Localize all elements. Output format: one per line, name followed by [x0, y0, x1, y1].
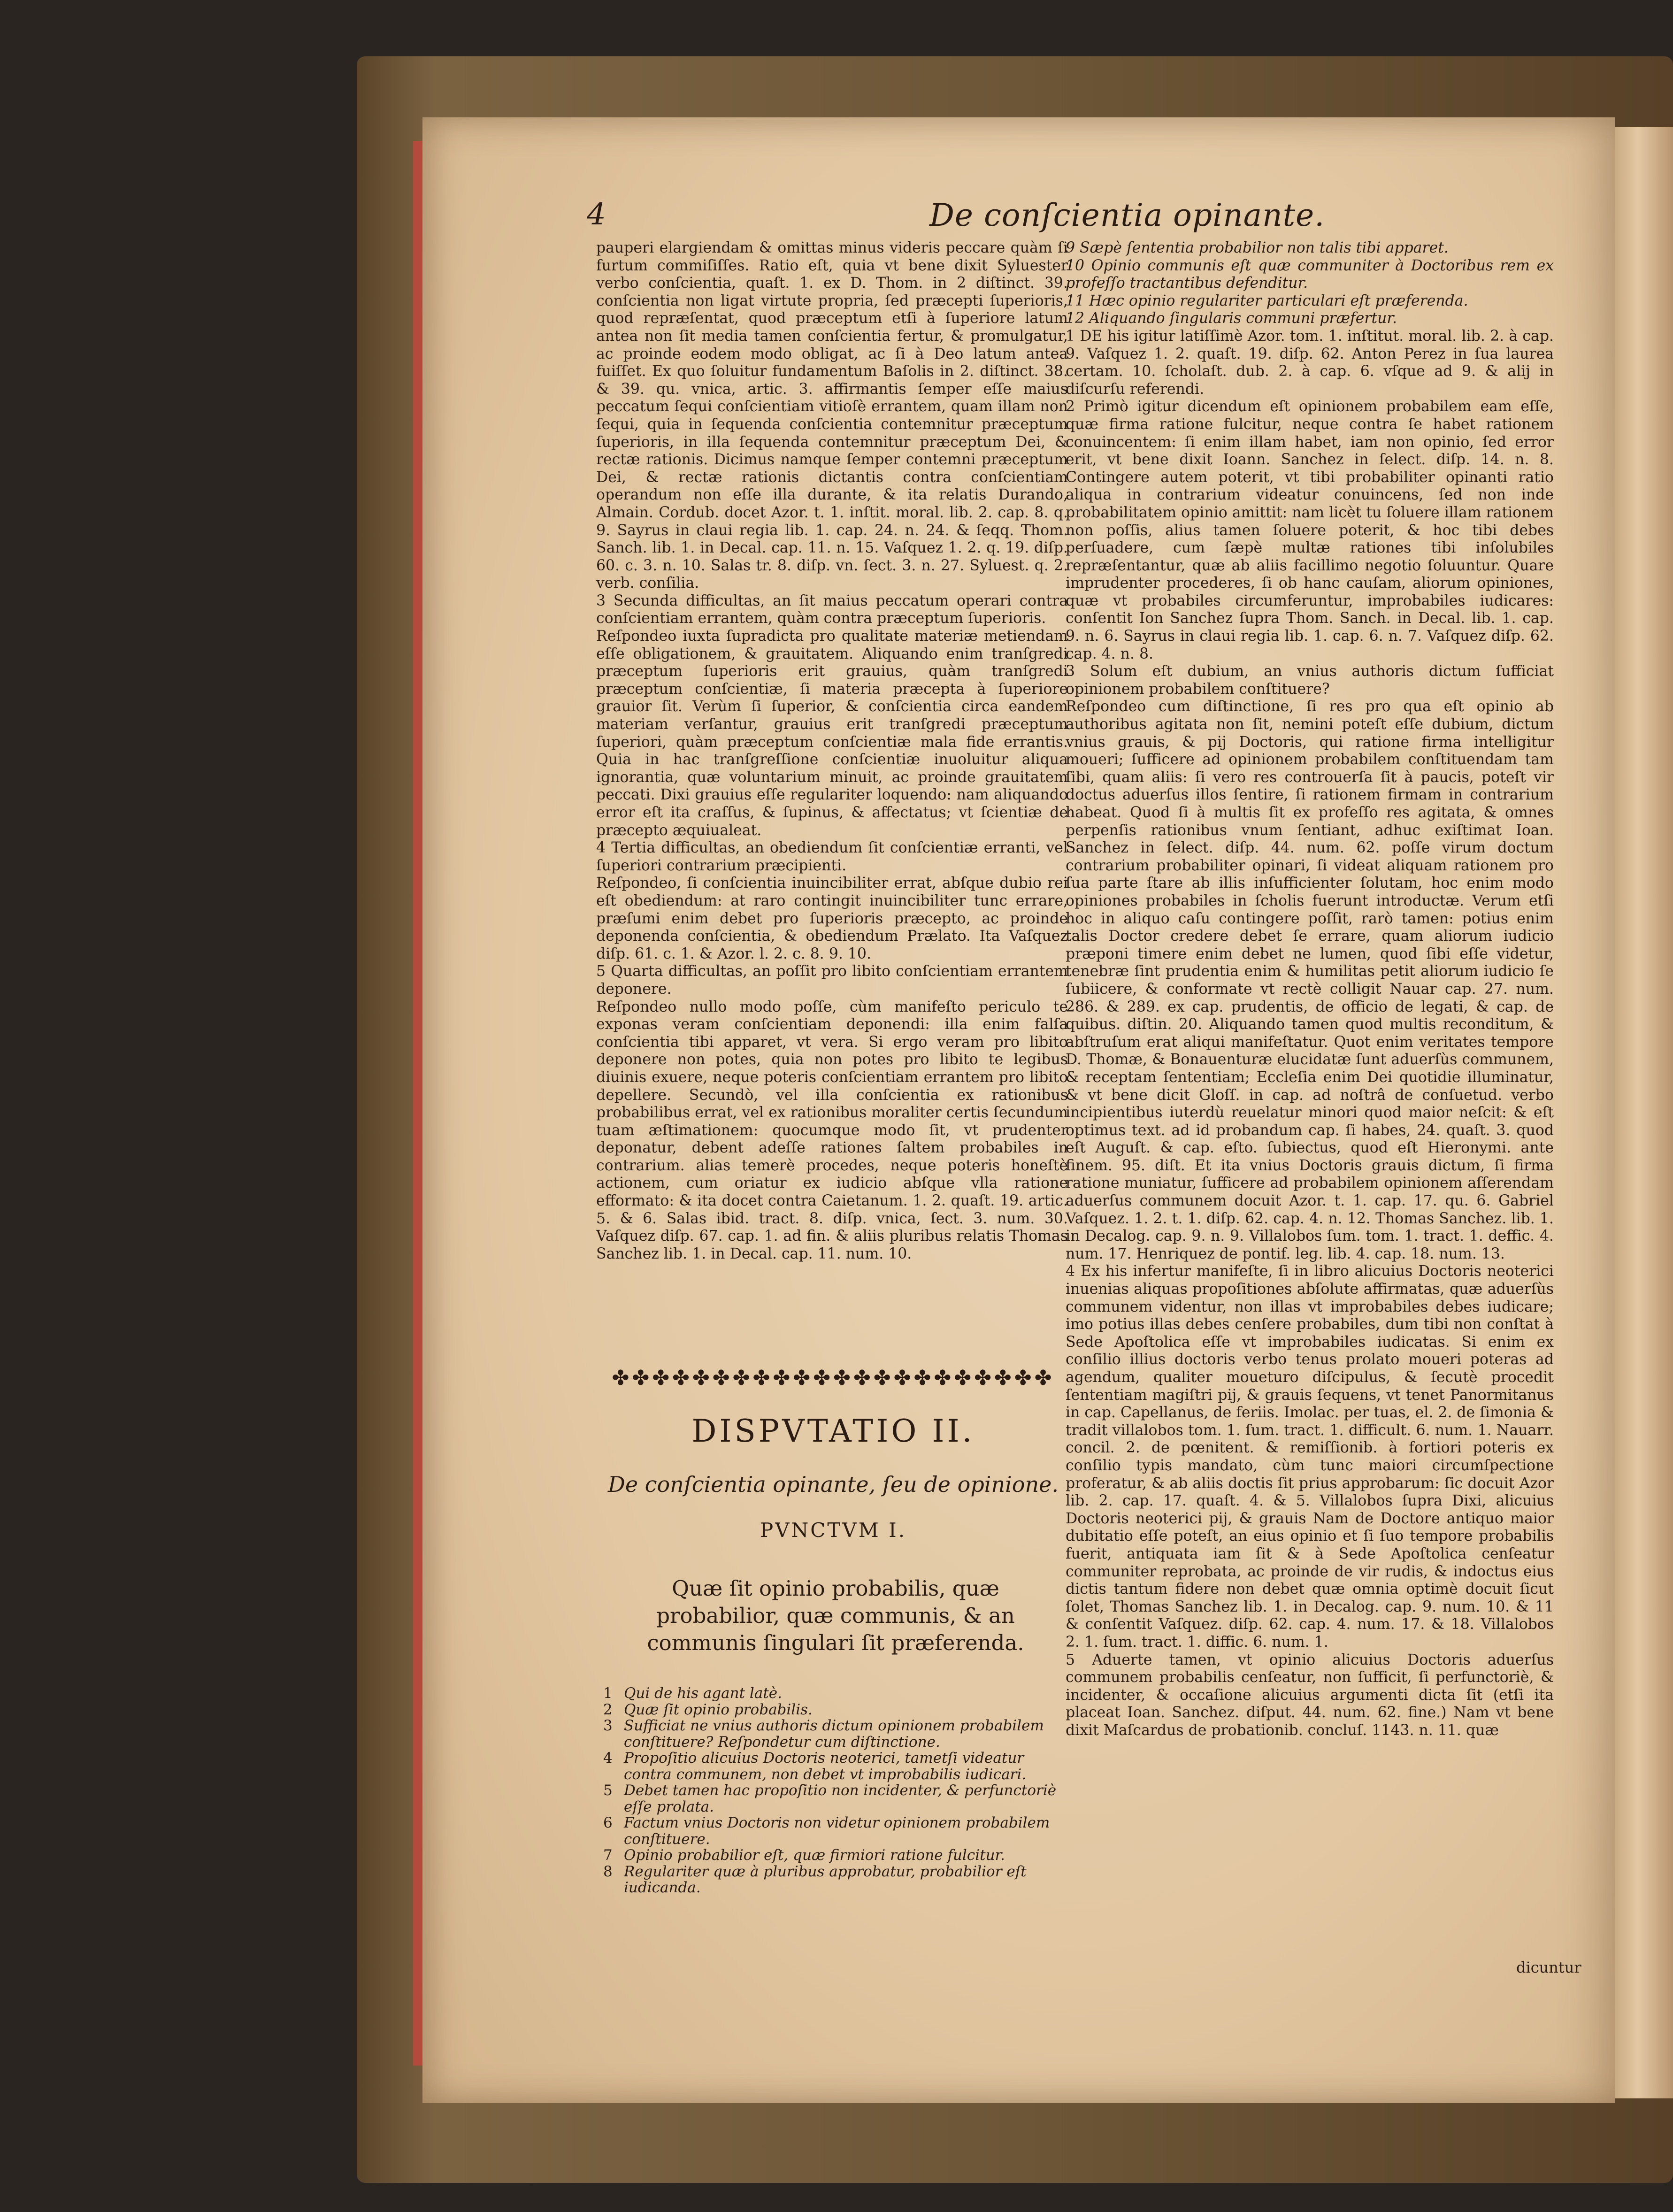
right-column-text — [1066, 239, 1554, 1972]
paragraph: 3 Secunda difficultas, an ſit maius peccatum operari contra conſcientiam errantem, quàm contra præceptum ſuperioris. — [596, 592, 1068, 627]
paragraph: Reſpondeo nullo modo poſſe, cùm manifeſto periculo te exponas veram conſcientiam deponendi: illa enim falſa conſcientia tibi apparet, vt vera. Si ergo veram pro libito deponere non potes, quia non potes pro libito te legibus diuinis exuere, neque poteris conſcientiam errantem pro libito depellere. Secundò, vel illa conſcientia ex rationibus probabilibus errat, vel ex rationibus moraliter certis ſecundum tuam æſtimationem: quocumque modo ſit, vt prudenter deponatur, debent adeſſe rationes ſaltem probabiles in contrarium. alias temerè procedes, neque poteris honeſtè actionem, cum oriatur ex iudicio abſque vlla ratione efformato: & ita docet contra Caietanum. 1. 2. quaſt. 19. artic. 5. & 6. Salas ibid. tract. 8. diſp. vnica, ſect. 3. num. 30. Vaſquez diſp. 67. cap. 1. ad fin. & aliis pluribus relatis Thomas Sanchez lib. 1. in Decal. cap. 11. num. 10. — [596, 998, 1068, 1262]
paragraph: 4 Ex his infertur manifeſte, ſi in libro alicuius Doctoris neoterici inuenias aliquas propoſitiones abſolute affirmatas, quæ aduerſùs communem videntur, non illas vt improbabiles debes iudicare; imo potius illas debes cenſere probabiles, dum tibi non conſtat à Sede Apoſtolica eſſe vt improbabiles iudicatas. Si enim ex conſilio illius doctoris verbo tenus prolato moueri poteras ad agendum, qualiter moueturo diſcipulus, & ſecutè procedit ſententiam magiſtri pij, & grauis ſequens, vt tenet Panormitanus in cap. Capellanus, de feriis. Imolac. per tuas, el. 2. de ſimonia & tradit villalobos tom. 1. ſum. tract. 1. difficult. 6. num. 1. Nauarr. concil. 2. de pœnitent. & remiſſionib. à fortiori poteris ex conſilio typis mandato, cùm tunc maiori circumſpectione proferatur, & ab aliis doctis ſit prius approbarum: ſic docuit Azor lib. 2. cap. 17. quaſt. 4. & 5. Villalobos ſupra Dixi, alicuius Doctoris neoterici pij, & grauis Nam de Doctore antiquo maior dubitatio eſſe poteſt, an eius opinio et ſi ſuo tempore probabilis fuerit, antiquata iam ſit & à Sede Apoſtolica cenſeatur communiter reprobata, ac proinde de vir rudis, & indoctus eius dictis tantum fidere non debet quæ omnia optimè docuit ſicut ſolet, Thomas Sanchez lib. 1. in Decalog. cap. 9. num. 10. & 11 & conſentit Vaſquez. diſp. 62. cap. 4. num. 17. & 18. Villalobos 2. 1. ſum. tract. 1. diffic. 6. num. 1. — [1066, 1263, 1554, 1651]
disputation-title: DISPVTATIO II. — [691, 1413, 975, 1449]
summary-text: Opinio probabilior eſt, quæ firmiori ratione fulcitur. — [624, 1847, 1005, 1864]
question-heading: Quæ ſit opinio probabilis, quæ probabilior, quæ communis, & an communis ſingulari ſit præferenda. — [647, 1576, 1024, 1655]
summary-text: Quæ ſit opinio probabilis. — [624, 1701, 813, 1718]
facing-page-edge — [1615, 127, 1673, 2098]
summary-continued: 9 Sæpè ſententia probabilior non talis tibi apparet. — [1066, 239, 1449, 256]
summary-item — [603, 1782, 1068, 1815]
summary-item — [603, 1718, 1068, 1750]
summary-item — [603, 1685, 1068, 1702]
summary-number: 3 — [603, 1717, 613, 1734]
summary-number: 2 — [603, 1701, 613, 1718]
paragraph: 5 Quarta difficultas, an poſſit pro libito conſcientiam errantem deponere. — [596, 963, 1068, 998]
paragraph: 4 Tertia difficultas, an obediendum ſit conſcientiæ erranti, vel ſuperiori contrarium præcipienti. — [596, 839, 1068, 874]
paragraph: pauperi elargiendam & omittas minus videris peccare quàm ſi furtum commiſiſſes. Ratio eſt, quia vt bene dixit Syluester verbo conſcientia, quaſt. 1. ex D. Thom. in 2 diſtinct. 39. conſcientia non ligat virtute propria, ſed præcepti ſuperioris, quod repræſentat, quod præceptum etſi à ſuperiore latum antea non ſit media tamen conſcientia fertur, & promulgatur, ac proinde eodem modo obligat, ac ſi à Deo latum antea fuiſſet. Ex quo ſoluitur fundamentum Baſolis in 2. diſtinct. 38. & 39. qu. vnica, artic. 3. affirmantis ſemper eſſe maius peccatum ſequi conſcientiam vitioſè errantem, quam illam non ſequi, quia in ſequenda conſcientia contemnitur præceptum ſuperioris, in illa ſequenda contemnitur præceptum Dei, & rectæ rationis. Dicimus namque ſemper contemni præceptum Dei, & rectæ rationis dictantis contra conſcientiam operandum non eſſe illa durante, & ita relatis Durando, Almain. Cordub. docet Azor. t. 1. inſtit. moral. lib. 2. cap. 8. q. 9. Sayrus in claui regia lib. 1. cap. 24. n. 24. & ſeqq. Thom. Sanch. lib. 1. in Decal. cap. 11. n. 15. Vaſquez 1. 2. q. 19. diſp. 60. c. 3. n. 10. Salas tr. 8. diſp. vn. ſect. 3. n. 27. Syluest. q. 2. verb. conſilia. — [596, 239, 1068, 592]
summary-number: 1 — [603, 1685, 613, 1702]
punctum-heading: PVNCTVM I. — [760, 1519, 907, 1542]
summary-number: 6 — [603, 1814, 613, 1831]
summary-continued: 12 Aliquando ſingularis communi præfertur. — [1066, 310, 1397, 327]
summary-text: Sufficiat ne vnius authoris dictum opinionem probabilem conſtituere? Reſpondetur cum diſtinctione. — [624, 1717, 1044, 1751]
summary-number: 8 — [603, 1863, 613, 1880]
left-column-text — [596, 239, 1068, 1357]
summary-item — [603, 1702, 1068, 1718]
summary-continued: 10 Opinio communis eſt quæ communiter à Doctoribus rem ex profeſſo tractantibus defenditur. — [1066, 257, 1554, 292]
running-head: De conſcientia opinante. — [929, 197, 1325, 233]
catchword: dicuntur — [1516, 1959, 1581, 1976]
summary-text: Debet tamen hac propoſitio non incidenter, & perfunctoriè eſſe prolata. — [624, 1782, 1057, 1815]
summary-item — [603, 1750, 1068, 1782]
summary-item — [603, 1864, 1068, 1896]
ornament-band: ✤✤✤✤✤✤✤✤✤✤✤✤✤✤✤✤✤✤✤✤✤✤ — [612, 1366, 1055, 1390]
summary-text: Factum vnius Doctoris non videtur opinionem probabilem conſtituere. — [624, 1814, 1050, 1848]
disputation-subtitle: De conſcientia opinante, ſeu de opinione. — [607, 1472, 1059, 1497]
summary-continued: 11 Hæc opinio regulariter particulari eſt præferenda. — [1066, 292, 1468, 309]
paragraph: Reſpondeo iuxta ſupradicta pro qualitate materiæ metiendam eſſe obligationem, & grauitatem. Aliquando enim tranſgredi præceptum ſuperioris erit grauius, quàm tranſgredi præceptum conſcientiæ, ſi materia præcepta à ſuperiore grauior ſit. Verùm ſi ſuperior, & conſcientia circa eandem materiam verſantur, grauius erit tranſgredi præceptum ſuperiori, quàm præceptum conſcientiæ mala fide errantis. Quia in hac tranſgreſſione conſcientiæ inuoluitur aliqua ignorantia, quæ voluntarium minuit, ac proinde grauitatem peccati. Dixi grauius eſſe regulariter loquendo: nam aliquando error eſt ita craſſus, & ſupinus, & affectatus; vt ſcientiæ de præcepto æquiualeat. — [596, 628, 1068, 839]
summary-list — [603, 1685, 1068, 1896]
page-number: 4 — [587, 197, 606, 232]
summary-number: 7 — [603, 1847, 613, 1864]
paragraph: 5 Aduerte tamen, vt opinio alicuius Doctoris aduerſus communem probabilis cenſeatur, non ſufficit, ſi perfunctoriè, & incidenter, & occaſione alicuius argumenti dicta ſit (etſi ita placeat Ioan. Sanchez. diſput. 44. num. 62. fine.) Nam vt bene dixit Maſcardus de probationib. concluſ. 1143. n. 11. quæ — [1066, 1651, 1554, 1739]
summary-text: Qui de his agant latè. — [624, 1685, 782, 1702]
summary-text: Propoſitio alicuius Doctoris neoterici, tametſi videatur contra communem, non debet vt improbabilis iudicari. — [624, 1750, 1027, 1783]
paragraph: 2 Primò igitur dicendum eſt opinionem probabilem eam eſſe, quæ firma ratione fulcitur, neque contra ſe habet rationem conuincentem: ſi enim illam habet, iam non opinio, ſed error erit, vt bene dixit Ioann. Sanchez in ſelect. diſp. 14. n. 8. Contingere autem poterit, vt tibi probabiliter opinanti ratio aliqua in contrarium videatur conuincens, ſed non inde probabilitatem opinio amittit: nam licèt tu ſoluere illam rationem non poſſis, alius tamen ſoluere poterit, & hoc tibi debes perſuadere, cum ſæpè multæ rationes tibi inſolubiles repræſentantur, quæ ab aliis facillimo negotio ſoluuntur. Quare imprudenter procederes, ſi ob hanc cauſam, aliorum opiniones, quæ vt probabiles circumferuntur, improbabiles iudicares: conſentit Ion Sanchez ſupra Thom. Sanch. in Decal. lib. 1. cap. 9. n. 6. Sayrus in claui regia lib. 1. cap. 6. n. 7. Vaſquez diſp. 62. cap. 4. n. 8. — [1066, 398, 1554, 662]
paragraph: 3 Solum eſt dubium, an vnius authoris dictum ſufficiat opinionem probabilem conſtituere? — [1066, 663, 1554, 698]
summary-item — [603, 1847, 1068, 1864]
paragraph: Reſpondeo cum diſtinctione, ſi res pro qua eſt opinio ab authoribus agitata non ſit, nemini poteſt eſſe dubium, dictum vnius grauis, & pij Doctoris, qui ratione firma intelligitur moueri; ſufficere ad opinionem probabilem conſtituendam tam ſibi, quam aliis: ſi vero res controuerſa ſit à paucis, poteſt vir doctus aduerſus illos ſentire, ſi rationem firmam in contrarium habeat. Quod ſi à multis ſit ex profeſſo res agitata, & omnes perpenſis rationibus vnum ſentiant, adhuc exiſtimat Ioan. Sanchez in ſelect. diſp. 44. num. 62. poſſe virum doctum contrarium probabiliter opinari, ſi videat aliquam rationem pro ſua parte ſtare ab illis inſufficienter ſolutam, hoc enim modo opiniones probabiles in ſcholis fuerunt introductæ. Verum etſi hoc in aliquo caſu contingere poſſit, rarò tamen: potius enim talis Doctor credere debet ſe errare, quam aliorum iudicio præponi timere enim debet ne lumen, quod ſibi eſſe videtur, tenebræ ſint prudentia enim & humilitas petit aliorum iudicio ſe ſubiicere, & conformate vt rectè colligit Nauar cap. 27. num. 286. & 289. ex cap. prudentis, de officio de legati, & cap. de quibus. diſtin. 20. Aliquando tamen quod multis reconditum, & abſtruſum erat aliqui manifeſtatur. Quot enim veritates tempore D. Thomæ, & Bonauenturæ elucidatæ ſunt aduerſùs communem, & receptam ſententiam; Eccleſia enim Dei quotidie illuminatur, & vt bene dicit Gloſſ. in cap. ad noſtrâ de conſuetud. verbo incipientibus iuterdù reuelatur minori quod maior neſcit: & eſt optimus text. ad id probandum cap. ſi habes, 24. quaſt. 3. quod eſt Auguſt. & cap. eſto. ſubiectus, quod eſt Hieronymi. ante finem. 95. diſt. Et ita vnius Doctoris grauis dictum, ſi firma ratione muniatur, ſufficere ad probabilem opinionem aſſerendam aduerſus communem docuit Azor. t. 1. cap. 17. qu. 6. Gabriel Vaſquez. 1. 2. t. 1. diſp. 62. cap. 4. n. 12. Thomas Sanchez. lib. 1. in Decalog. cap. 9. n. 9. Villalobos ſum. tom. 1. tract. 1. deffic. 4. num. 17. Henriquez de pontif. leg. lib. 4. cap. 18. num. 13. — [1066, 698, 1554, 1262]
paragraph: Reſpondeo, ſi conſcientia inuincibiliter errat, abſque dubio rei eſt obediendum: at raro contingit inuincibiliter tunc errare, præſumi enim debet pro ſuperioris præcepto, ac proinde deponenda conſcientia, & obediendum Prælato. Ita Vaſquez diſp. 61. c. 1. & Azor. l. 2. c. 8. 9. 10. — [596, 875, 1068, 962]
summary-number: 5 — [603, 1782, 613, 1799]
paragraph: 1 DE his igitur latiſſimè Azor. tom. 1. inſtitut. moral. lib. 2. à cap. 9. Vaſquez 1. 2. quaſt. 19. diſp. 62. Anton Perez in ſua laurea certam. 10. ſcholaſt. dub. 2. à cap. 6. vſque ad 9. & alij in diſcurſu referendi. — [1066, 327, 1554, 398]
summary-number: 4 — [603, 1750, 613, 1767]
red-page-edge — [413, 141, 423, 2066]
summary-item — [603, 1815, 1068, 1847]
summary-text: Regulariter quæ à pluribus approbatur, probabilior eſt iudicanda. — [624, 1863, 1027, 1896]
